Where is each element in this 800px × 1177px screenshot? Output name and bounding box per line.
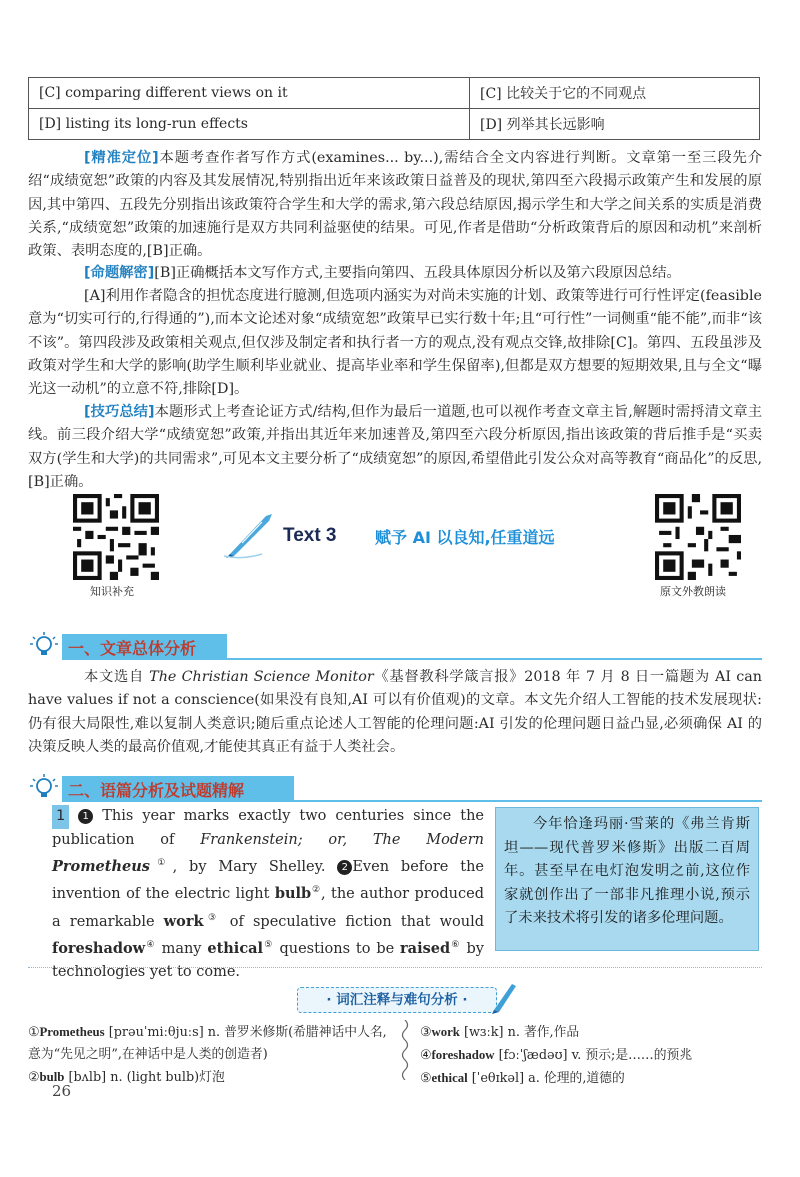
vocab-def: [prəuˈmiːθjuːs] n. 普罗米修斯(希腊神话中人名,意为“先见之明”,在神话中是人类的创造者) (28, 1025, 387, 1062)
sentence-2-c: of speculative fiction that would (220, 913, 484, 930)
dotted-divider (28, 967, 762, 968)
word-work: work (163, 912, 204, 930)
qr-code-knowledge[interactable] (73, 494, 159, 580)
text-label: Text 3 (283, 525, 337, 546)
sentence-2-f: by technologies yet to come. (52, 940, 484, 981)
analysis-text-3: [A]利用作者隐含的担忧态度进行臆测,但选项内涵实为对尚未实施的计划、政策等进行可行性评定(feasible 意为“切实可行的,行得通的”),而本文论述对象“成绩宽恕”政策早已实行数十年;且“可行性”一词侧重“能不能”,而非“该不该”。第四段涉及政策相关观点,但仅涉及制定者和执行者一方的观点,没有观点交锋,故排除[C]。第四、五段虽涉及政策对学生和大学的影响(助学生顺利毕业就业、提高毕业率和学生保留率),但都是双方想要的短期效果,且与全文“曝光这一动机”的立意不符,排除[D]。 (28, 288, 762, 398)
source-title: The Christian Science Monitor (149, 669, 374, 685)
section-2-heading (28, 772, 762, 802)
section-1-heading (28, 630, 762, 660)
vocab-item (28, 1021, 388, 1066)
paragraph-number: 1 (52, 805, 69, 829)
section-1-prefix: 本文选自 (84, 669, 150, 685)
vocab-num: ⑤ (420, 1071, 432, 1086)
analysis-paragraph-3 (28, 285, 762, 401)
section-2-rule (62, 800, 762, 802)
page-number: 26 (52, 1082, 72, 1100)
sentence-2-number: 2 (337, 860, 352, 875)
analysis-paragraph-1 (28, 147, 762, 263)
vocab-def: [fɔːˈʃædəʊ] v. 预示;是……的预兆 (494, 1048, 693, 1063)
option-d-zh: [D] 列举其长远影响 (470, 109, 760, 140)
vocab-word: ethical (431, 1071, 468, 1085)
vocab-word: bulb (39, 1070, 65, 1084)
option-c-zh: [C] 比较关于它的不同观点 (470, 78, 760, 109)
vocab-item (420, 1044, 760, 1067)
option-d-en: [D] listing its long-run effects (29, 109, 470, 140)
table-row (29, 109, 760, 140)
sentence-2-d: many (155, 940, 208, 957)
vocab-item (420, 1021, 760, 1044)
sentence-1-number: 1 (78, 809, 93, 824)
vocab-word: foreshadow (431, 1048, 495, 1062)
passage-paragraph-1: 1 1 This year marks exactly two centuries since the publication of Frankenstein; or, The Modern Prometheus①, by Mary Shelley. 2 Even before the invention of the electric light bulb②, the author produced a remarkable work③ of speculative fiction that would foreshadow④ many ethical⑤ questions to be raised⑥ by technologies yet to come. (52, 805, 484, 985)
sentence-1-text: This year marks exactly two centuries since the publication of (52, 808, 484, 848)
analysis-paragraph-4 (28, 401, 762, 494)
options-table (28, 77, 760, 140)
vocab-item (28, 1066, 388, 1089)
vocab-num: ① (28, 1025, 40, 1040)
text-title: 赋予 AI 以良知,任重道远 (375, 528, 555, 547)
label-precise: [精准定位] (84, 150, 159, 166)
section-1-title: 一、文章总体分析 (68, 639, 197, 658)
sentence-1-end: , by Mary Shelley. (172, 858, 326, 875)
vocab-num: ③ (420, 1025, 432, 1040)
lightbulb-icon (28, 630, 60, 662)
vocab-num: ④ (420, 1048, 432, 1063)
qr-caption-right: 原文外教朗读 (660, 585, 726, 598)
qr-caption-left: 知识补充 (90, 585, 134, 598)
vocab-def: [ˈeθɪkəl] a. 伦理的,道德的 (467, 1071, 625, 1086)
pen-icon (490, 980, 518, 1014)
analysis-text-1: 本题考查作者写作方式(examines... by...),需结合全文内容进行判断。文章第一至三段先介绍“成绩宽恕”政策的内容及其发展情况,特别指出近年来该政策日益普及的现状,第四至六段揭示政策产生和发展的原因,其中第四、五段先分别指出该政策符合学生和大学的需求,第六段总结原因,揭示学生和大学之间关系的实质是消费关系,“成绩宽恕”政策的加速施行是双方共同利益驱使的结果。可见,作者是借助“分析政策背后的原因和动机”来剖析政策、表明态度的,[B]正确。 (28, 150, 762, 260)
translation-box (495, 807, 759, 951)
analysis-text-4: 本题形式上考查论证方式/结构,但作为最后一道题,也可以视作考查文章主旨,解题时需捋清文章主线。前三段介绍大学“成绩宽恕”政策,并指出其近年来加速普及,第四至六段分析原因,指出该政策的背后推手是“买卖双方(学生和大学)的共同需求”,可见本文主要分析了“成绩宽恕”的原因,希望借此引发公众对高等教育“商品化”的反思,[B]正确。 (28, 404, 762, 490)
section-1-body (28, 666, 762, 759)
sentence-2-text: Even before the invention of the electric light (52, 858, 485, 903)
word-ethical: ethical (207, 939, 264, 957)
table-row (29, 78, 760, 109)
word-prometheus: Prometheus (52, 857, 150, 875)
option-c-en: [C] comparing different views on it (29, 78, 470, 109)
analysis-paragraph-2 (28, 262, 762, 285)
translation-text: 今年恰逢玛丽·雪莱的《弗兰肯斯坦——现代普罗米修斯》出版二百周年。甚至早在电灯泡发明之前,这位作家就创作出了一部非凡推理小说,预示了未来技术将引发的诸多伦理问题。 (504, 816, 750, 926)
vocab-word: Prometheus (39, 1025, 105, 1039)
vocab-title: · 词汇注释与难句分析 · (297, 987, 497, 1013)
vocab-num: ② (28, 1070, 40, 1085)
sentence-2-b: , the author produced a remarkable (52, 886, 484, 930)
qr-code-reading[interactable] (655, 494, 741, 580)
vocab-item (420, 1067, 760, 1090)
vocab-def: [wɜːk] n. 著作,作品 (459, 1025, 580, 1040)
vocab-word: work (431, 1025, 460, 1039)
section-1-rest: 《基督教科学箴言报》2018 年 7 月 8 日一篇题为 AI can have values if not a conscience(如果没有良知,AI 可以有价值观)的文章。本文先介绍人工智能的技术发展现状:仍有很大局限性,难以复制人类意识;随后重点论述人工智能的伦理问题:AI 引发的伦理问题日益凸显,必须确保 AI 的决策反映人类的最高价值观,才能使其真正有益于人类社会。 (28, 669, 762, 755)
label-tips: [技巧总结] (84, 404, 155, 420)
section-2-title: 二、语篇分析及试题精解 (68, 781, 245, 800)
book-title: Frankenstein; or, The Modern (200, 831, 485, 848)
word-bulb: bulb (274, 885, 312, 903)
lightbulb-icon (28, 772, 60, 804)
vocab-def: [bʌlb] n. (light bulb)灯泡 (64, 1070, 225, 1085)
vocab-left-column (28, 1021, 388, 1089)
sentence-2-e: questions to be (273, 940, 401, 957)
vocab-right-column (420, 1021, 760, 1090)
word-raised: raised (400, 939, 451, 957)
section-1-rule (62, 658, 762, 660)
label-decode: [命题解密] (84, 265, 155, 281)
analysis-text-2: [B]正确概括本文写作方式,主要指向第四、五段具体原因分析以及第六段原因总结。 (154, 265, 681, 281)
quill-pen-icon (222, 510, 282, 560)
wavy-divider (398, 1020, 412, 1080)
word-foreshadow: foreshadow (52, 939, 146, 957)
